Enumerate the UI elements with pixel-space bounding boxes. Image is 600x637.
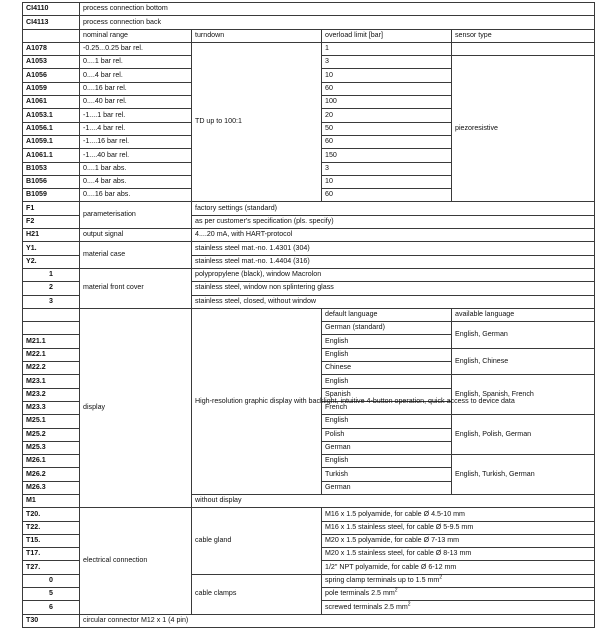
order-code: 3 bbox=[23, 295, 80, 308]
nominal-range: 0....16 bar rel. bbox=[80, 82, 192, 95]
order-code: A1053 bbox=[23, 56, 80, 69]
default-language: German bbox=[322, 481, 452, 494]
material-case-label: material case bbox=[80, 242, 192, 269]
order-code: T27. bbox=[23, 561, 80, 574]
order-code: T17. bbox=[23, 548, 80, 561]
available-languages: English, Polish, German bbox=[452, 415, 595, 455]
overload-limit: 3 bbox=[322, 56, 452, 69]
empty-cell bbox=[452, 42, 595, 55]
order-code: M25.1 bbox=[23, 415, 80, 428]
column-header-nominal-range: nominal range bbox=[80, 29, 192, 42]
front-cover-row bbox=[23, 268, 595, 281]
default-language: German (standard) bbox=[322, 322, 452, 335]
option-description: M20 x 1.5 polyamide, for cable Ø 7-13 mm bbox=[322, 534, 595, 547]
order-code: 5 bbox=[23, 588, 80, 601]
overload-limit: 60 bbox=[322, 82, 452, 95]
order-code: A1059.1 bbox=[23, 135, 80, 148]
order-code: A1061 bbox=[23, 96, 80, 109]
order-code: M23.2 bbox=[23, 388, 80, 401]
available-languages: English, Turkish, German bbox=[452, 455, 595, 495]
order-code: A1056.1 bbox=[23, 122, 80, 135]
order-code: T15. bbox=[23, 534, 80, 547]
option-description: polypropylene (black), window Macrolon bbox=[192, 268, 595, 281]
order-code: A1053.1 bbox=[23, 109, 80, 122]
order-code: 0 bbox=[23, 574, 80, 587]
order-code-table bbox=[22, 2, 595, 628]
default-language: English bbox=[322, 415, 452, 428]
option-description: M16 x 1.5 polyamide, for cable Ø 4.5-10 mm bbox=[322, 508, 595, 521]
nominal-range: 0....40 bar rel. bbox=[80, 96, 192, 109]
column-header-sensor-type: sensor type bbox=[452, 29, 595, 42]
order-code: Y1. bbox=[23, 242, 80, 255]
order-code: T22. bbox=[23, 521, 80, 534]
default-language: English bbox=[322, 455, 452, 468]
default-language: German bbox=[322, 441, 452, 454]
order-code: F2 bbox=[23, 215, 80, 228]
overload-limit: 3 bbox=[322, 162, 452, 175]
option-description: factory settings (standard) bbox=[192, 202, 595, 215]
cable-gland-row bbox=[23, 508, 595, 521]
unit-superscript: 2 bbox=[407, 601, 411, 608]
default-language: English bbox=[322, 375, 452, 388]
overload-limit: 20 bbox=[322, 109, 452, 122]
header-row bbox=[23, 16, 595, 29]
default-language: English bbox=[322, 335, 452, 348]
option-description: without display bbox=[192, 494, 595, 507]
display-label: display bbox=[80, 308, 192, 507]
order-code: 2 bbox=[23, 282, 80, 295]
display-description: High-resolution graphic display with backlight, intuitive 4-button operation, quick access to device data bbox=[192, 308, 322, 494]
nominal-range: -1....4 bar rel. bbox=[80, 122, 192, 135]
overload-limit: 10 bbox=[322, 69, 452, 82]
nominal-range: 0....16 bar abs. bbox=[80, 189, 192, 202]
order-code: M26.2 bbox=[23, 468, 80, 481]
overload-limit: 100 bbox=[322, 96, 452, 109]
overload-limit: 10 bbox=[322, 175, 452, 188]
overload-limit: 50 bbox=[322, 122, 452, 135]
option-description: 4....20 mA, with HART-protocol bbox=[192, 229, 595, 242]
nominal-range: -1....1 bar rel. bbox=[80, 109, 192, 122]
empty-cell bbox=[23, 29, 80, 42]
order-code: 6 bbox=[23, 601, 80, 614]
order-code: M26.3 bbox=[23, 481, 80, 494]
circular-connector-row bbox=[23, 614, 595, 627]
turndown-value: TD up to 100:1 bbox=[192, 42, 322, 202]
order-code bbox=[23, 322, 80, 335]
clamp-text: screwed terminals 2.5 mm bbox=[325, 602, 408, 611]
option-description: M20 x 1.5 stainless steel, for cable Ø 8-13 mm bbox=[322, 548, 595, 561]
column-header-row bbox=[23, 29, 595, 42]
option-description: circular connector M12 x 1 (4 pin) bbox=[80, 614, 595, 627]
order-code: M1 bbox=[23, 494, 80, 507]
nominal-range: 0....1 bar rel. bbox=[80, 56, 192, 69]
order-code: CI4113 bbox=[23, 16, 80, 29]
order-code: M25.3 bbox=[23, 441, 80, 454]
sensor-type-value: piezoresistive bbox=[452, 56, 595, 202]
order-code: A1059 bbox=[23, 82, 80, 95]
available-languages: English, German bbox=[452, 322, 595, 349]
order-code: M23.3 bbox=[23, 401, 80, 414]
order-code: M21.1 bbox=[23, 335, 80, 348]
parameterisation-row bbox=[23, 202, 595, 215]
electrical-connection-label: electrical connection bbox=[80, 508, 192, 614]
overload-limit: 60 bbox=[322, 189, 452, 202]
option-description bbox=[322, 574, 595, 587]
overload-limit: 60 bbox=[322, 135, 452, 148]
overload-limit: 150 bbox=[322, 149, 452, 162]
order-code-table-body bbox=[23, 3, 595, 628]
nominal-range: 0....4 bar abs. bbox=[80, 175, 192, 188]
order-code: M23.1 bbox=[23, 375, 80, 388]
column-header-overload-limit: overload limit [bar] bbox=[322, 29, 452, 42]
unit-superscript: 2 bbox=[394, 587, 398, 594]
order-code: A1061.1 bbox=[23, 149, 80, 162]
order-description: process connection bottom bbox=[80, 3, 595, 16]
order-code: B1053 bbox=[23, 162, 80, 175]
parameterisation-label: parameterisation bbox=[80, 202, 192, 229]
header-row bbox=[23, 3, 595, 16]
option-description: stainless steel, closed, without window bbox=[192, 295, 595, 308]
option-description: as per customer's specification (pls. specify) bbox=[192, 215, 595, 228]
column-header-available-language: available language bbox=[452, 308, 595, 321]
option-description: stainless steel mat.-no. 1.4301 (304) bbox=[192, 242, 595, 255]
order-code: H21 bbox=[23, 229, 80, 242]
output-signal-label: output signal bbox=[80, 229, 192, 242]
order-code: F1 bbox=[23, 202, 80, 215]
order-code: M25.2 bbox=[23, 428, 80, 441]
range-row bbox=[23, 42, 595, 55]
front-cover-label: material front cover bbox=[80, 268, 192, 308]
cable-gland-label: cable gland bbox=[192, 508, 322, 574]
order-code: M26.1 bbox=[23, 455, 80, 468]
order-code: M22.1 bbox=[23, 348, 80, 361]
unit-superscript: 2 bbox=[439, 574, 443, 581]
output-signal-row bbox=[23, 229, 595, 242]
default-language: Polish bbox=[322, 428, 452, 441]
order-code: B1059 bbox=[23, 189, 80, 202]
material-case-row bbox=[23, 242, 595, 255]
overload-limit: 1 bbox=[322, 42, 452, 55]
available-languages: English, Chinese bbox=[452, 348, 595, 375]
nominal-range: -1....16 bar rel. bbox=[80, 135, 192, 148]
order-code: T20. bbox=[23, 508, 80, 521]
option-description: 1/2" NPT polyamide, for cable Ø 6-12 mm bbox=[322, 561, 595, 574]
order-description: process connection back bbox=[80, 16, 595, 29]
cable-clamps-label: cable clamps bbox=[192, 574, 322, 614]
default-language: Chinese bbox=[322, 362, 452, 375]
nominal-range: 0....1 bar abs. bbox=[80, 162, 192, 175]
nominal-range: -1....40 bar rel. bbox=[80, 149, 192, 162]
option-description bbox=[322, 588, 595, 601]
clamp-text: pole terminals 2.5 mm bbox=[325, 589, 395, 598]
nominal-range: 0....4 bar rel. bbox=[80, 69, 192, 82]
column-header-default-language: default language bbox=[322, 308, 452, 321]
column-header-turndown: turndown bbox=[192, 29, 322, 42]
empty-cell bbox=[23, 308, 80, 321]
order-code: A1056 bbox=[23, 69, 80, 82]
clamp-text: spring clamp terminals up to 1.5 mm bbox=[325, 576, 440, 585]
option-description bbox=[322, 601, 595, 614]
option-description: M16 x 1.5 stainless steel, for cable Ø 5-9.5 mm bbox=[322, 521, 595, 534]
order-code: Y2. bbox=[23, 255, 80, 268]
default-language: French bbox=[322, 401, 452, 414]
default-language: Spanish bbox=[322, 388, 452, 401]
available-languages: English, Spanish, French bbox=[452, 375, 595, 415]
display-header-row bbox=[23, 308, 595, 321]
order-code: CI4110 bbox=[23, 3, 80, 16]
order-code: A1078 bbox=[23, 42, 80, 55]
order-code: T30 bbox=[23, 614, 80, 627]
order-code: B1056 bbox=[23, 175, 80, 188]
option-description: stainless steel, window non splintering glass bbox=[192, 282, 595, 295]
nominal-range: -0.25...0.25 bar rel. bbox=[80, 42, 192, 55]
option-description: stainless steel mat.-no. 1.4404 (316) bbox=[192, 255, 595, 268]
order-code: 1 bbox=[23, 268, 80, 281]
default-language: Turkish bbox=[322, 468, 452, 481]
order-code: M22.2 bbox=[23, 362, 80, 375]
default-language: English bbox=[322, 348, 452, 361]
